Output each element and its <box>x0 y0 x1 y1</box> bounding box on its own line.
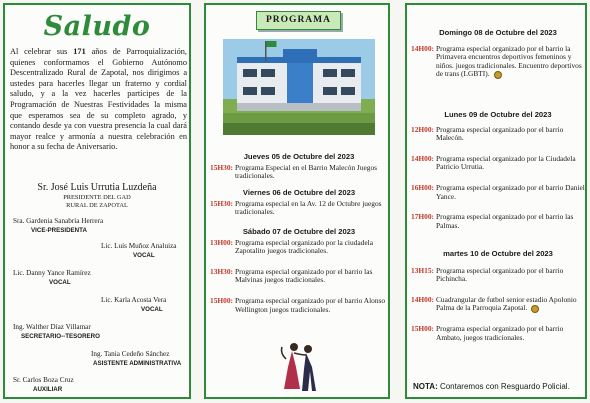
event-item: 13H00: Programa especial organizado por la ciudadela Zapotalito juegos tradicionales. <box>210 237 373 256</box>
building-photo <box>223 39 375 135</box>
event-item: 15H30: Programa especial en la Av. 12 de Octubre juegos tradicionales. <box>210 198 382 217</box>
day-thursday <box>210 153 388 186</box>
event-item: 15H00: Programa especial organizado por el barrio Ambato, juegos tradicionales. <box>411 323 564 342</box>
event-item: 15H30: Programa Especial en el Barrio Malecón Juegos tradicionales. <box>210 162 378 181</box>
member-vicepresident: Sra. Gardenia Sanabria Herrera VICE-PRESIDENTA <box>13 217 104 234</box>
member-vocal-2: Lic. Danny Yance Ramírez VOCAL <box>13 269 91 286</box>
date-heading: Lunes 09 de Octubre del 2023 <box>444 110 552 119</box>
anniversary-number: 171 <box>73 47 86 56</box>
member-vocal-1: Lic. Luis Muñoz Analuiza VOCAL <box>101 242 177 259</box>
event-item: 17H00: Programa especial organizado por el barrio las Palmas. <box>411 212 574 230</box>
member-secretary: Ing. Walther Díaz Villamar SECRETARIO--TESORERO <box>13 323 100 340</box>
event-item: 14H00: Programa especial organizado por la Ciudadela Patricio Urrutia. <box>411 153 576 172</box>
nota-text: Contaremos con Resguardo Policial. <box>437 382 570 391</box>
dancers-illustration <box>278 339 324 397</box>
member-auxiliar: Sr. Carlos Boza Cruz AUXILIAR <box>13 376 74 393</box>
event-item: 14H00: Cuadrangular de futbol senior estadio Apolonio Palma de la Parroquia Zapotal. <box>411 294 577 313</box>
event-item: 13H15: Programa especial organizado por el barrio Pichincha. <box>411 265 564 284</box>
day-friday <box>210 189 388 222</box>
day-sunday <box>411 29 585 84</box>
event-item: 15H00: Programa especial organizado por el barrio Alonso Wellington juegos tradicionales. <box>210 295 386 314</box>
programa-badge: PROGRAMA <box>256 11 341 30</box>
event-item: 16H00: Programa especial organizado por el barrio Daniel Yance. <box>411 182 585 201</box>
date-heading: Jueves 05 de Octubre del 2023 <box>243 152 355 161</box>
nota <box>413 382 585 391</box>
event-item: 13H30: Programa especial organizado por el barrio las Malvinas juegos tradicionales. <box>210 266 373 285</box>
saludo-title: Saludo <box>43 11 151 42</box>
date-heading: Viernes 06 de Octubre del 2023 <box>242 188 356 197</box>
member-vocal-3: Lic. Karla Acosta Vera VOCAL <box>101 296 167 313</box>
panel-programa <box>204 3 390 399</box>
event-item: 12H00: Programa especial organizado por el barrio Malecón. <box>411 124 564 143</box>
panel-saludo <box>3 3 191 399</box>
event-item: 14H00: Programa especial organizado por el barrio la Primavera encuentros deportivos femeninos y niños. juegos tradicionales. Encuentro deportivos de trans (LGBTI). <box>411 43 582 79</box>
date-heading: Domingo 08 de Octubre del 2023 <box>439 28 557 37</box>
day-saturday <box>210 228 388 319</box>
panel-programa-2 <box>405 3 587 399</box>
date-heading: Sábado 07 de Octubre del 2023 <box>242 227 356 236</box>
member-assistant: Ing. Tania Cedeño Sánchez ASISTENTE ADMINISTRATIVA <box>91 350 182 367</box>
president-role: PRESIDENTE DEL GAD RURAL DE ZAPOTAL <box>63 194 131 209</box>
day-monday <box>411 111 585 235</box>
medal-icon <box>494 71 502 79</box>
medal-icon <box>531 305 539 313</box>
date-heading: martes 10 de Octubre del 2023 <box>443 249 553 258</box>
day-tuesday <box>411 250 585 347</box>
intro-paragraph: Al celebrar sus 171 años de Parroquialización, quienes conformamos el Gobierno Autónomo Descentralizado Rural de Zapotal, nos dirigimos a ustedes para hacerles llegar un fraterno y cordial saludo, y a la vez hacerles partícipes de la Programación de Nuestras Festividades la misma que esperamos sea de su completo agrado, y contando desde ya con vuestra presencia la cual dará mayor realce y armonía a nuestra celebración en honor a su fecha de Aniversario. <box>10 47 187 152</box>
nota-label: NOTA: <box>413 382 438 391</box>
president-name: Sr. José Luis Urrutia Luzdeña <box>37 182 157 193</box>
